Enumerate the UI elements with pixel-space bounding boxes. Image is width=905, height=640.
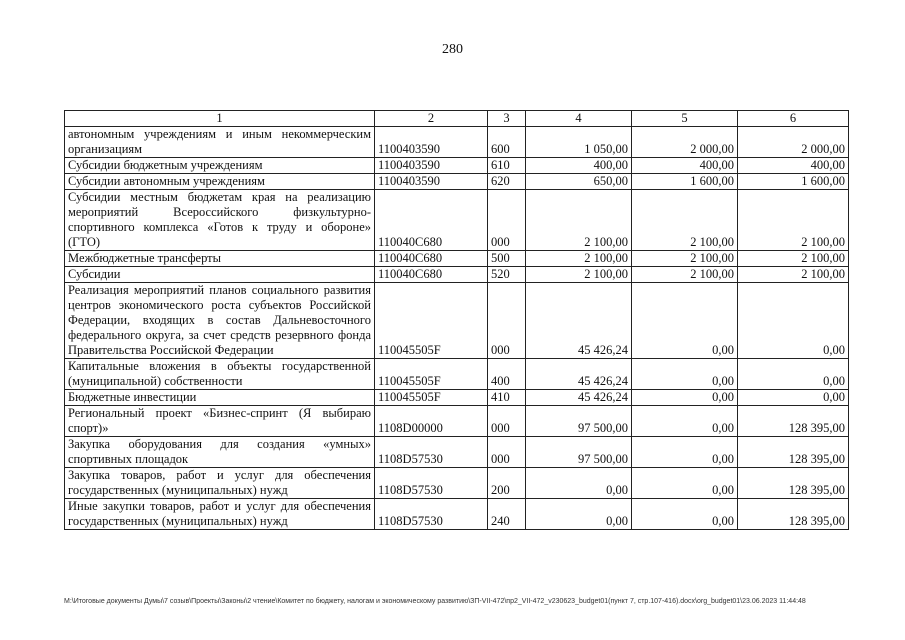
row-value-2: 0,00	[632, 406, 738, 437]
row-value-3: 2 000,00	[738, 127, 849, 158]
row-name: Бюджетные инвестиции	[65, 390, 375, 406]
row-expense-type: 520	[488, 267, 526, 283]
table-row	[65, 390, 849, 406]
column-header: 5	[632, 111, 738, 127]
table-row	[65, 158, 849, 174]
table-row	[65, 437, 849, 468]
row-code: 110040С680	[375, 251, 488, 267]
row-expense-type: 000	[488, 437, 526, 468]
row-value-3: 0,00	[738, 390, 849, 406]
row-value-2: 0,00	[632, 468, 738, 499]
row-expense-type: 600	[488, 127, 526, 158]
row-value-1: 97 500,00	[526, 437, 632, 468]
row-name: Закупка оборудования для создания «умных» спортивных площадок	[65, 437, 375, 468]
row-name: Иные закупки товаров, работ и услуг для обеспечения государственных (муниципальных) нужд	[65, 499, 375, 530]
row-name: Реализация мероприятий планов социального развития центров экономического роста субъектов Российской Федерации, входящих в состав Дальневосточного федерального округа, за счет средств резервного фонда Правительства Российской Федерации	[65, 283, 375, 359]
table-row	[65, 267, 849, 283]
row-value-3: 128 395,00	[738, 499, 849, 530]
row-value-2: 0,00	[632, 359, 738, 390]
row-expense-type: 000	[488, 190, 526, 251]
row-code: 1108D57530	[375, 468, 488, 499]
row-expense-type: 610	[488, 158, 526, 174]
row-expense-type: 500	[488, 251, 526, 267]
row-value-3: 2 100,00	[738, 267, 849, 283]
row-value-3: 2 100,00	[738, 190, 849, 251]
row-code: 110045505F	[375, 283, 488, 359]
column-header: 2	[375, 111, 488, 127]
row-value-2: 1 600,00	[632, 174, 738, 190]
row-value-3: 128 395,00	[738, 406, 849, 437]
row-name: Субсидии	[65, 267, 375, 283]
row-value-3: 400,00	[738, 158, 849, 174]
row-code: 110045505F	[375, 359, 488, 390]
table-row	[65, 499, 849, 530]
row-value-3: 0,00	[738, 359, 849, 390]
table-row	[65, 251, 849, 267]
row-name: Региональный проект «Бизнес-спринт (Я выбираю спорт)»	[65, 406, 375, 437]
page-number: 280	[442, 42, 463, 57]
row-expense-type: 200	[488, 468, 526, 499]
row-name: Закупка товаров, работ и услуг для обеспечения государственных (муниципальных) нужд	[65, 468, 375, 499]
row-value-2: 2 100,00	[632, 267, 738, 283]
row-name: Субсидии автономным учреждениям	[65, 174, 375, 190]
row-value-3: 128 395,00	[738, 437, 849, 468]
table-row	[65, 174, 849, 190]
row-name: автономным учреждениям и иным некоммерческим организациям	[65, 127, 375, 158]
row-expense-type: 000	[488, 283, 526, 359]
row-code: 110040С680	[375, 267, 488, 283]
row-value-1: 1 050,00	[526, 127, 632, 158]
table-row	[65, 406, 849, 437]
row-value-2: 2 100,00	[632, 190, 738, 251]
row-expense-type: 000	[488, 406, 526, 437]
row-code: 1108D57530	[375, 499, 488, 530]
row-name: Субсидии бюджетным учреждениям	[65, 158, 375, 174]
row-expense-type: 410	[488, 390, 526, 406]
row-value-1: 45 426,24	[526, 283, 632, 359]
row-value-1: 97 500,00	[526, 406, 632, 437]
row-code: 1100403590	[375, 174, 488, 190]
row-expense-type: 240	[488, 499, 526, 530]
row-value-2: 2 000,00	[632, 127, 738, 158]
table-row	[65, 359, 849, 390]
table-row	[65, 190, 849, 251]
row-value-1: 2 100,00	[526, 251, 632, 267]
column-header: 6	[738, 111, 849, 127]
row-code: 1108D57530	[375, 437, 488, 468]
header-row	[65, 111, 849, 127]
row-code: 1100403590	[375, 158, 488, 174]
row-code: 110045505F	[375, 390, 488, 406]
row-value-3: 0,00	[738, 283, 849, 359]
column-header: 1	[65, 111, 375, 127]
row-value-1: 650,00	[526, 174, 632, 190]
row-expense-type: 400	[488, 359, 526, 390]
row-value-1: 2 100,00	[526, 267, 632, 283]
budget-table	[64, 110, 849, 530]
row-value-1: 45 426,24	[526, 390, 632, 406]
row-name: Межбюджетные трансферты	[65, 251, 375, 267]
table-row	[65, 283, 849, 359]
row-value-2: 0,00	[632, 499, 738, 530]
table-row	[65, 127, 849, 158]
row-value-3: 128 395,00	[738, 468, 849, 499]
row-name: Капитальные вложения в объекты государственной (муниципальной) собственности	[65, 359, 375, 390]
row-expense-type: 620	[488, 174, 526, 190]
row-value-3: 2 100,00	[738, 251, 849, 267]
row-value-1: 2 100,00	[526, 190, 632, 251]
column-header: 4	[526, 111, 632, 127]
row-value-2: 2 100,00	[632, 251, 738, 267]
column-header: 3	[488, 111, 526, 127]
row-name: Субсидии местным бюджетам края на реализацию мероприятий Всероссийского физкультурно-спортивного комплекса «Готов к труду и обороне» (ГТО)	[65, 190, 375, 251]
row-value-2: 400,00	[632, 158, 738, 174]
row-value-3: 1 600,00	[738, 174, 849, 190]
row-code: 110040С680	[375, 190, 488, 251]
row-value-2: 0,00	[632, 283, 738, 359]
row-code: 1100403590	[375, 127, 488, 158]
row-value-1: 0,00	[526, 468, 632, 499]
row-value-2: 0,00	[632, 390, 738, 406]
row-value-1: 0,00	[526, 499, 632, 530]
row-code: 1108D00000	[375, 406, 488, 437]
document-footer-path: М:\Итоговые документы Думы\7 созыв\Проекты\Законы\2 чтение\Комитет по бюджету, налогам и экономическому развитию\ЗП-VII-472\пр2_VII-472_v230623_budget01(пункт 7, стр.107-416).docx\org_budget01\23.06.2023 11:44:48	[64, 598, 806, 605]
row-value-1: 45 426,24	[526, 359, 632, 390]
row-value-2: 0,00	[632, 437, 738, 468]
table-row	[65, 468, 849, 499]
row-value-1: 400,00	[526, 158, 632, 174]
